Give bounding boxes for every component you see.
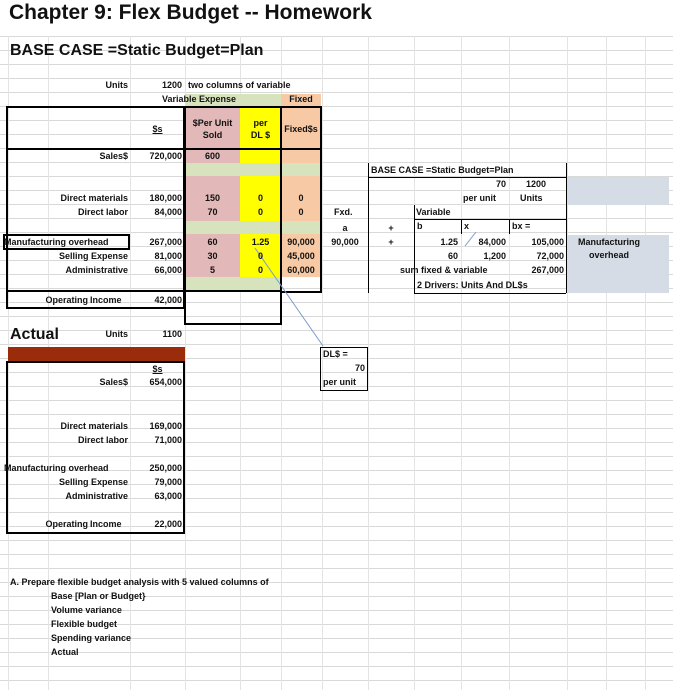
dl-box-line2: 70 xyxy=(354,363,365,373)
base-case-heading: BASE CASE =Static Budget=Plan xyxy=(10,42,264,59)
base-ad-per-unit: 5 xyxy=(209,265,215,275)
side-r1-bx: 105,000 xyxy=(531,237,564,247)
base-mo-amount: 267,000 xyxy=(149,237,182,247)
actual-oi-amount: 22,000 xyxy=(154,519,182,529)
side-mo-label-1: Manufacturing xyxy=(578,237,640,247)
actual-ad-amount: 63,000 xyxy=(154,491,182,501)
base-ad-amount: 66,000 xyxy=(154,265,182,275)
base-ad-fixed: 60,000 xyxy=(287,265,315,275)
base-dm-per-dl: 0 xyxy=(257,193,263,203)
instruction-item: Volume variance xyxy=(51,605,122,615)
side-units: Units xyxy=(520,193,543,203)
base-dl-label: Direct labor xyxy=(77,207,128,217)
side-mo-label-2: overhead xyxy=(588,250,630,260)
base-mo-per-dl: 1.25 xyxy=(251,237,270,247)
base-sales-label: Sales$ xyxy=(99,151,128,161)
actual-sales-amount: 654,000 xyxy=(149,377,182,387)
actual-oi-label-a: Operating xyxy=(45,519,88,529)
actual-heading: Actual xyxy=(10,326,59,343)
base-se-fixed: 45,000 xyxy=(287,251,315,261)
instruction-item: Actual xyxy=(51,647,79,657)
side-r2-b: 60 xyxy=(447,251,458,261)
side-r1-b: 1.25 xyxy=(440,237,458,247)
side-x: x xyxy=(464,221,470,231)
variable-note-1: two columns of variable xyxy=(188,80,291,90)
base-se-per-dl: 0 xyxy=(257,251,263,261)
base-se-amount: 81,000 xyxy=(154,251,182,261)
actual-se-label: Selling Expense xyxy=(58,477,128,487)
side-plus-2: + xyxy=(388,237,394,247)
base-ad-label: Administrative xyxy=(65,265,128,275)
side-b: b xyxy=(417,221,423,231)
instruction-item: Base [Plan or Budget} xyxy=(51,591,146,601)
side-fxd-label: Fxd. xyxy=(334,207,353,217)
per-unit-header-1: $Per Unit xyxy=(192,118,233,128)
actual-dm-amount: 169,000 xyxy=(149,421,182,431)
base-oi-label-a: Operating xyxy=(45,295,88,305)
base-sales-amount: 720,000 xyxy=(149,151,182,161)
base-mo-label: Manufacturing overhead xyxy=(4,237,109,247)
base-dollars-header: $s xyxy=(152,124,163,134)
base-units-label: Units xyxy=(105,80,128,90)
side-a-label: a xyxy=(342,223,348,233)
actual-mo-amount: 250,000 xyxy=(149,463,182,473)
instruction-item: Spending variance xyxy=(51,633,132,643)
base-se-label: Selling Expense xyxy=(58,251,128,261)
side-per-unit: per unit xyxy=(463,193,496,203)
base-sales-per-unit: 600 xyxy=(204,151,221,161)
base-mo-fixed: 90,000 xyxy=(287,237,315,247)
base-dl-fixed: 0 xyxy=(298,207,304,217)
actual-dollars-header: $s xyxy=(152,364,163,374)
dl-box-line1: DL$ = xyxy=(323,349,348,359)
base-dm-label: Direct materials xyxy=(60,193,128,203)
side-1200: 1200 xyxy=(525,179,546,189)
side-drivers: 2 Drivers: Units And DL$s xyxy=(417,280,528,290)
fixed-dollars-header: Fixed$s xyxy=(284,124,318,134)
side-sum-label: sum fixed & variable xyxy=(400,265,488,275)
side-r1-x: 84,000 xyxy=(478,237,506,247)
actual-oi-label-b: Income xyxy=(90,519,122,529)
base-oi-amount: 42,000 xyxy=(154,295,182,305)
side-r2-bx: 72,000 xyxy=(536,251,564,261)
side-variable: Variable xyxy=(416,207,451,217)
dl-box-line3: per unit xyxy=(323,377,356,387)
actual-mo-label: Manufacturing overhead xyxy=(4,463,109,473)
base-dl-amount: 84,000 xyxy=(154,207,182,217)
base-dl-per-dl: 0 xyxy=(257,207,263,217)
base-dm-per-unit: 150 xyxy=(204,193,221,203)
instruction-item: Flexible budget xyxy=(51,619,118,629)
actual-dl-amount: 71,000 xyxy=(154,435,182,445)
side-bx: bx = xyxy=(512,221,531,231)
fixed-label: Fixed xyxy=(289,94,313,104)
actual-sales-label: Sales$ xyxy=(99,377,128,387)
actual-ad-label: Administrative xyxy=(65,491,128,501)
base-dl-per-unit: 70 xyxy=(207,207,218,217)
base-oi-label-b: Income xyxy=(90,295,122,305)
base-mo-per-unit: 60 xyxy=(207,237,218,247)
variable-note-2: Variable Expense xyxy=(162,94,237,104)
instructions-line1: A. Prepare flexible budget analysis with 5 valued columns of xyxy=(10,577,269,587)
actual-dl-label: Direct labor xyxy=(77,435,128,445)
actual-se-amount: 79,000 xyxy=(154,477,182,487)
actual-units-label: Units xyxy=(105,329,128,339)
side-plus-1: + xyxy=(388,223,394,233)
actual-units-value: 1100 xyxy=(162,329,182,339)
actual-dm-label: Direct materials xyxy=(60,421,128,431)
page-title: Chapter 9: Flex Budget -- Homework xyxy=(9,1,372,24)
base-dm-fixed: 0 xyxy=(298,193,304,203)
side-r2-x: 1,200 xyxy=(483,251,506,261)
base-se-per-unit: 30 xyxy=(207,251,218,261)
base-units-value: 1200 xyxy=(161,80,182,90)
per-unit-header-2: Sold xyxy=(202,130,223,140)
side-70: 70 xyxy=(495,179,506,189)
base-dm-amount: 180,000 xyxy=(149,193,182,203)
side-heading: BASE CASE =Static Budget=Plan xyxy=(371,165,514,175)
side-sum-value: 267,000 xyxy=(531,265,564,275)
side-fxd-value: 90,000 xyxy=(331,237,359,247)
per-dl-header-2: DL $ xyxy=(250,130,271,140)
per-dl-header-1: per xyxy=(253,118,268,128)
base-ad-per-dl: 0 xyxy=(257,265,263,275)
